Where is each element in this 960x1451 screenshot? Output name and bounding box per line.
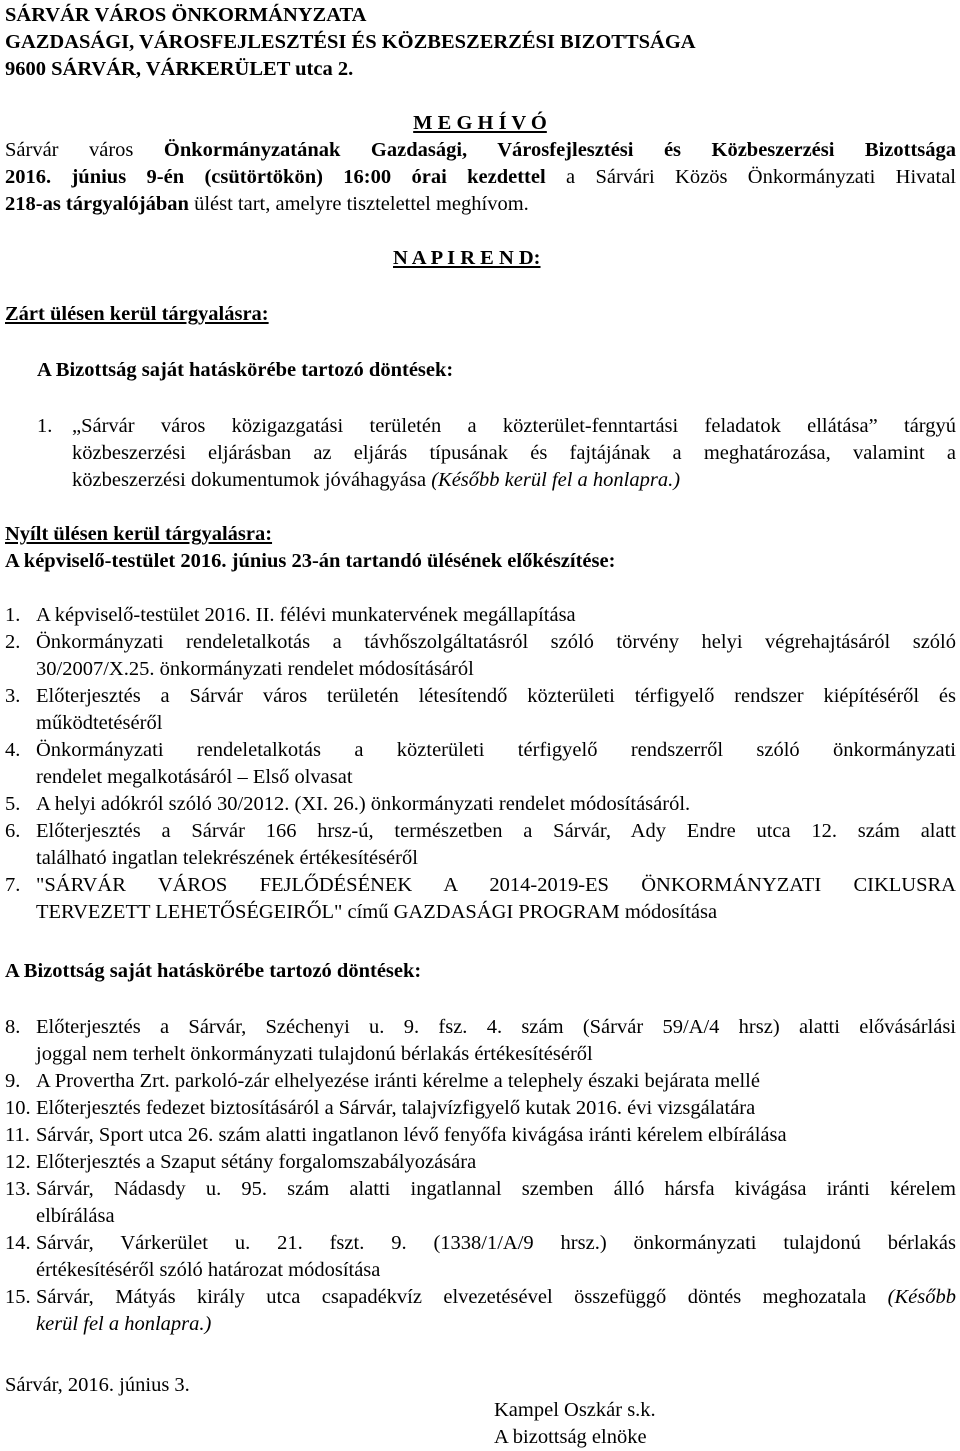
item-line: Önkormányzati rendeletalkotás a távhőszolgáltatásról szóló törvény helyi végrehajtásáról szóló [36,631,956,653]
item-number: 7. [5,874,21,896]
item-line: Sárvár, Sport utca 26. szám alatti ingatlanon lévő fenyőfa kivágása iránti kérelem elbírálása [36,1124,787,1146]
item-line: Előterjesztés a Sárvár 166 hrsz-ú, természetben a Sárvár, Ady Endre utca 12. szám alatt [36,820,956,842]
item-number: 8. [5,1016,21,1038]
item-number: 15. [5,1286,31,1308]
item-text: Sárvár, Mátyás király utca csapadékvíz elvezetésével összefüggő döntés meghozatala [36,1286,867,1308]
item-line: Előterjesztés a Sárvár, Széchenyi u. 9. fsz. 4. szám (Sárvár 59/A/4 hrsz) alatti elővásárlási [36,1016,956,1038]
item-line: Sárvár, Nádasdy u. 95. szám alatti ingatlannal szemben álló hársfa kivágása iránti kérelem [36,1178,956,1200]
item-note: (Később [887,1286,956,1308]
item-line [36,1284,956,1311]
meeting-venue: a Sárvári Közös Önkormányzati Hivatal [566,166,956,188]
item-line: Előterjesztés a Sárvár város területén létesítendő közterületi térfigyelő rendszer kiépítéséről és [36,685,956,707]
item-line: Előterjesztés a Szaput sétány forgalomszabályozására [36,1151,477,1173]
item-line: 30/2007/X.25. önkormányzati rendelet módosításáról [36,658,474,680]
item-line: Önkormányzati rendeletalkotás a közterületi térfigyelő rendszerről szóló önkormányzati [36,739,956,761]
item-line: A Provertha Zrt. parkoló-zár elhelyezése iránti kérelme a telephely északi bejárata mellé [36,1070,760,1092]
item-line: TERVEZETT LEHETŐSÉGEIRŐL" című GAZDASÁGI PROGRAM módosítása [36,901,718,923]
item-line: A képviselő-testület 2016. II. félévi munkatervének megállapítása [36,604,576,626]
item-line: joggal nem terhelt önkormányzati tulajdonú bérlakás értékesítéséről [36,1043,593,1065]
meeting-datetime: 2016. június 9-én (csütörtökön) 16:00 órai kezdettel [5,166,546,188]
item-line: található ingatlan telekrészének értékesítéséről [36,847,418,869]
item-line: „Sárvár város közigazgatási területén a közterület-fenntartási feladatok ellátása” tárgyú [72,415,956,437]
item-line: A helyi adókról szóló 30/2012. (XI. 26.) önkormányzati rendelet módosításáról. [36,793,691,815]
header-committee-name: GAZDASÁGI, VÁROSFEJLESZTÉSI ÉS KÖZBESZERZÉSI BIZOTTSÁGA [5,31,696,53]
open-session-subheading: A képviselő-testület 2016. június 23-án tartandó ülésének előkészítése: [5,550,616,572]
item-number: 5. [5,793,21,815]
item-number: 9. [5,1070,21,1092]
header-address: 9600 SÁRVÁR, VÁRKERÜLET utca 2. [5,58,354,80]
item-number: 11. [5,1124,30,1146]
intro-line-1 [5,137,956,164]
item-number: 13. [5,1178,31,1200]
item-number: 4. [5,739,21,761]
closed-session-subheading: A Bizottság saját hatáskörébe tartozó döntések: [37,359,454,381]
item-line: működtetéséről [36,712,163,734]
agenda-title: N A P I R E N D: [393,247,541,269]
item-note: kerül fel a honlapra.) [36,1313,212,1335]
item-number: 3. [5,685,21,707]
item-number: 1. [37,415,53,437]
item-line: rendelet megalkotásáról – Első olvasat [36,766,353,788]
item-number: 14. [5,1232,31,1254]
intro-text: Sárvár város [5,139,134,161]
item-line: Sárvár, Várkerület u. 21. fszt. 9. (1338/1/A/9 hrsz.) önkormányzati tulajdonú bérlakás [36,1232,956,1254]
open-session-heading: Nyílt ülésen kerül tárgyalásra: [5,523,273,545]
item-line: "SÁRVÁR VÁROS FEJLŐDÉSÉNEK A 2014-2019-ES ÖNKORMÁNYZATI CIKLUSRA [36,874,956,896]
open-session-subheading-2: A Bizottság saját hatáskörébe tartozó döntések: [5,960,422,982]
signer-name: Kampel Oszkár s.k. [494,1399,656,1421]
item-line [72,467,680,494]
header-org-name: SÁRVÁR VÁROS ÖNKORMÁNYZATA [5,4,367,26]
item-number: 10. [5,1097,31,1119]
meeting-room: 218-as tárgyalójában [5,193,189,215]
item-line: Előterjesztés fedezet biztosításáról a Sárvár, talajvízfigyelő kutak 2016. évi vizsgálatára [36,1097,756,1119]
item-line: értékesítéséről szóló határozat módosítása [36,1259,381,1281]
intro-line-2 [5,164,956,191]
document-title: M E G H Í V Ó [413,112,547,134]
place-date: Sárvár, 2016. június 3. [5,1374,190,1396]
intro-committee: Önkormányzatának Gazdasági, Városfejlesztési és Közbeszerzési Bizottsága [163,139,957,161]
item-number: 2. [5,631,21,653]
item-number: 12. [5,1151,31,1173]
item-text: közbeszerzési dokumentumok jóváhagyása [72,469,427,491]
item-line: közbeszerzési eljárásban az eljárás típusának és fajtájának a meghatározása, valamint a [72,442,956,464]
intro-line-3 [5,191,529,218]
intro-closing: ülést tart, amelyre tisztelettel meghívom. [194,193,529,215]
signer-role: A bizottság elnöke [494,1426,647,1448]
item-line: elbírálása [36,1205,115,1227]
item-number: 6. [5,820,21,842]
closed-session-heading: Zárt ülésen kerül tárgyalásra: [5,303,269,325]
item-number: 1. [5,604,21,626]
item-note: (Később kerül fel a honlapra.) [431,469,681,491]
